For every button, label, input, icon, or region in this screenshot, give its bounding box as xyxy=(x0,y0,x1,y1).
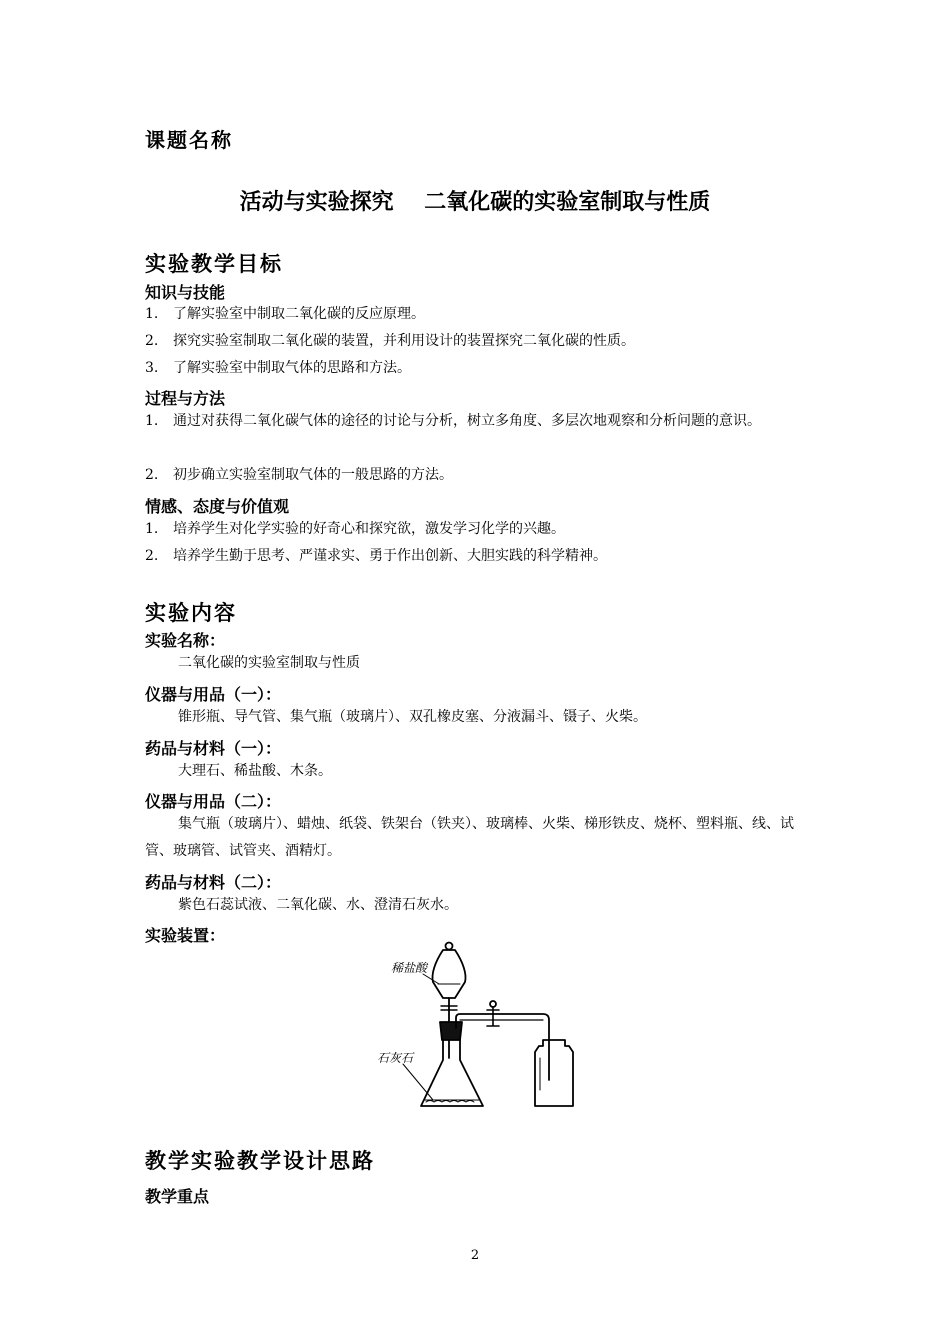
teaching-focus-heading: 教学重点 xyxy=(145,1187,210,1206)
figure-label-stone: 石灰石 xyxy=(377,1051,414,1065)
item-number: 2. xyxy=(145,333,159,349)
topic-heading: 课题名称 xyxy=(145,128,233,152)
funnel-bulb xyxy=(432,950,465,998)
process-item-1 xyxy=(145,408,825,435)
attitude-heading: 情感、态度与价值观 xyxy=(145,497,290,516)
knowledge-heading: 知识与技能 xyxy=(145,283,226,302)
attitude-item-1 xyxy=(145,516,825,543)
item-text: 培养学生对化学实验的好奇心和探究欲，激发学习化学的兴趣。 xyxy=(173,521,565,537)
item-number: 3. xyxy=(145,360,159,376)
chemicals-1-label: 药品与材料（一）： xyxy=(145,739,282,758)
limestone-chips xyxy=(426,1101,474,1103)
item-text: 了解实验室中制取二氧化碳的反应原理。 xyxy=(173,306,425,322)
page-number: 2 xyxy=(470,1248,480,1263)
experiment-name-label: 实验名称： xyxy=(145,631,226,650)
page-title: 活动与实验探究 二氧化碳的实验室制取与性质 xyxy=(239,190,711,215)
chemicals-2-value: 紫色石蕊试液、二氧化碳、水、澄清石灰水。 xyxy=(178,897,458,913)
apparatus-figure xyxy=(377,940,583,1112)
knowledge-item-3 xyxy=(145,355,825,382)
item-number: 1. xyxy=(145,306,159,322)
item-text: 通过对获得二氧化碳气体的途径的讨论与分析，树立多角度、多层次地观察和分析问题的意识。 xyxy=(173,413,761,429)
item-text: 培养学生勤于思考、严谨求实、勇于作出创新、大胆实践的科学精神。 xyxy=(173,548,607,564)
stone-leader-line xyxy=(403,1064,433,1100)
attitude-item-2 xyxy=(145,543,825,570)
equipment-1-value: 锥形瓶、导气管、集气瓶（玻璃片）、双孔橡皮塞、分液漏斗、镊子、火柴。 xyxy=(178,709,647,725)
gas-jar xyxy=(535,1040,573,1106)
equipment-2-value: 集气瓶（玻璃片）、蜡烛、纸袋、铁架台（铁夹）、玻璃棒、火柴、梯形铁皮、烧杯、塑料瓶、线、试管、玻璃管、试管夹、酒精灯。 xyxy=(145,816,794,859)
knowledge-item-2 xyxy=(145,328,825,355)
chemicals-2-label: 药品与材料（二）： xyxy=(145,873,282,892)
equipment-1-label: 仪器与用品（一）： xyxy=(145,685,282,704)
experiment-name-value: 二氧化碳的实验室制取与性质 xyxy=(178,655,360,671)
equipment-2-label: 仪器与用品（二）： xyxy=(145,792,282,811)
knowledge-item-1 xyxy=(145,301,825,328)
apparatus-label: 实验装置： xyxy=(145,926,226,945)
process-heading: 过程与方法 xyxy=(145,389,226,408)
pinch-clamp xyxy=(487,1007,499,1026)
item-text: 初步确立实验室制取气体的一般思路的方法。 xyxy=(173,467,453,483)
item-number: 1. xyxy=(145,521,159,537)
item-text: 探究实验室制取二氧化碳的装置，并利用设计的装置探究二氧化碳的性质。 xyxy=(173,333,635,349)
item-number: 2. xyxy=(145,548,159,564)
item-text: 了解实验室中制取气体的思路和方法。 xyxy=(173,360,411,376)
rubber-stopper xyxy=(440,1022,462,1040)
funnel-stopper xyxy=(446,943,453,950)
design-heading: 教学实验教学设计思路 xyxy=(145,1148,375,1173)
goals-heading: 实验教学目标 xyxy=(145,251,283,276)
acid-leader-line xyxy=(423,974,439,984)
content-heading: 实验内容 xyxy=(145,600,237,625)
item-number: 1. xyxy=(145,413,159,429)
item-number: 2. xyxy=(145,467,159,483)
figure-label-acid: 稀盐酸 xyxy=(391,961,428,975)
process-item-2 xyxy=(145,462,825,489)
clamp-screw xyxy=(490,1001,496,1007)
chemicals-1-value: 大理石、稀盐酸、木条。 xyxy=(178,763,332,779)
